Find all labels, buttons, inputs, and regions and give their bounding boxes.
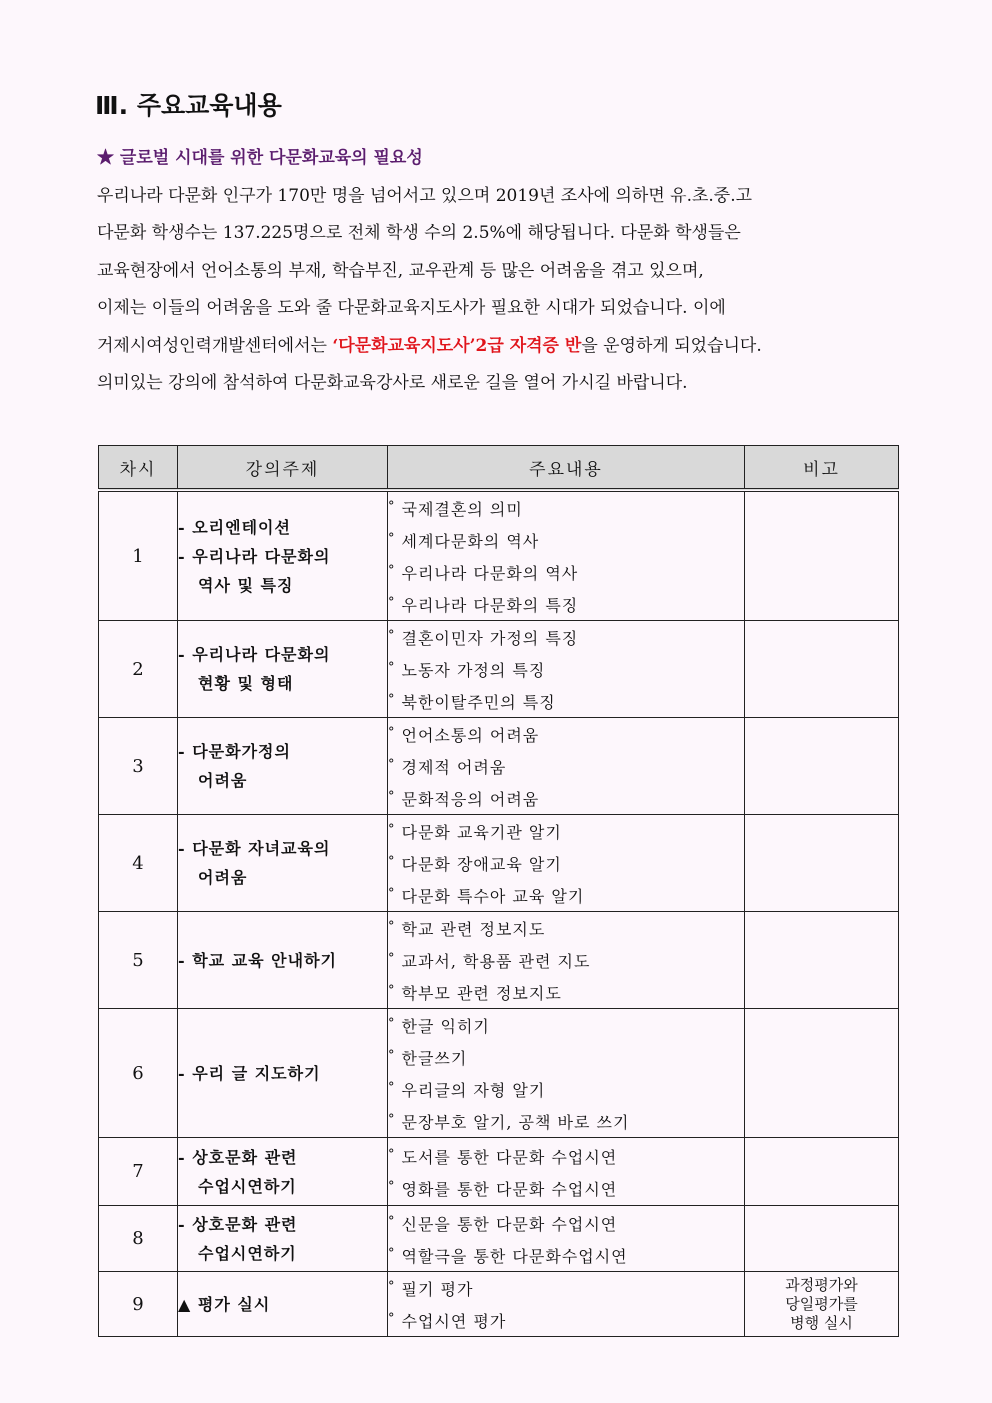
paragraph-line: 교육현장에서 언어소통의 부재, 학습부진, 교우관계 등 많은 어려움을 겪고 있으며, [97, 260, 704, 281]
paragraph-line: 다문화 학생수는 137.225명으로 전체 학생 수의 2.5%에 해당됩니다. 다문화 학생들은 [97, 223, 741, 244]
content-text: 수업시연 평가 [401, 1312, 507, 1331]
paragraph-line: 의미있는 강의에 참석하여 다문화교육강사로 새로운 길을 열어 가시길 바랍니다. [97, 373, 688, 394]
content-item [388, 1140, 744, 1172]
note-cell [745, 912, 899, 1009]
content-text: 교과서, 학용품 관련 지도 [401, 952, 591, 971]
main-content [388, 490, 745, 621]
content-item [388, 815, 744, 847]
bullet-icon: ° [388, 1311, 396, 1326]
session-number: 1 [99, 490, 178, 621]
bullet-icon: ° [388, 1213, 396, 1229]
table-row [99, 1009, 899, 1138]
content-text: 국제결혼의 의미 [401, 500, 523, 519]
topic-line: 수업시연하기 [198, 1243, 297, 1263]
bullet-icon: ° [388, 789, 396, 804]
bullet-icon: ° [388, 499, 396, 514]
bullet-icon: ° [388, 919, 396, 934]
topic-line: 어려움 [198, 868, 248, 887]
session-number: 3 [99, 718, 178, 815]
lecture-topic [178, 912, 388, 1009]
topic-line: - 상호문화 관련 [178, 1214, 298, 1234]
table-row [99, 1206, 899, 1272]
bullet-icon: ° [388, 1080, 396, 1095]
note-cell [745, 718, 899, 815]
note-cell [745, 1138, 899, 1206]
paragraph-line [97, 328, 897, 365]
content-text: 신문을 통한 다문화 수업시연 [401, 1214, 618, 1234]
content-item [388, 492, 744, 524]
table-row [99, 490, 899, 621]
content-item [388, 556, 744, 588]
bullet-icon: ° [388, 595, 396, 610]
topic-line: - 우리나라 다문화의 [178, 546, 331, 566]
main-content [388, 912, 745, 1009]
session-number: 8 [99, 1206, 178, 1272]
topic-line: 역사 및 특징 [198, 575, 294, 595]
content-item [388, 1272, 744, 1304]
content-text: 한글 익히기 [401, 1017, 490, 1036]
note-line: 당일평가를 [785, 1294, 858, 1313]
topic-line: - 우리나라 다문화의 [178, 645, 331, 664]
table-row [99, 912, 899, 1009]
main-content [388, 1206, 745, 1272]
header-session: 차시 [99, 446, 178, 491]
note-cell [745, 1009, 899, 1138]
note-line: 병행 실시 [790, 1313, 853, 1332]
content-text: 경제적 어려움 [401, 758, 507, 777]
bullet-icon: ° [388, 983, 396, 998]
content-item [388, 750, 744, 782]
session-number: 4 [99, 815, 178, 912]
table-header-row [99, 446, 899, 491]
lecture-topic [178, 1272, 388, 1337]
content-text: 영화를 통한 다문화 수업시연 [401, 1179, 618, 1199]
main-content [388, 1009, 745, 1138]
bullet-icon: ° [388, 1112, 396, 1127]
content-item [388, 782, 744, 814]
content-text: 세계다문화의 역사 [401, 532, 540, 551]
session-number: 6 [99, 1009, 178, 1138]
bullet-icon: ° [388, 1146, 396, 1162]
bullet-icon: ° [388, 1048, 396, 1063]
topic-line: ▲ 평가 실시 [178, 1294, 271, 1314]
content-item [388, 1239, 744, 1271]
section-subheading: ★ 글로벌 시대를 위한 다문화교육의 필요성 [97, 148, 423, 168]
content-text: 다문화 장애교육 알기 [401, 855, 562, 874]
table-row [99, 815, 899, 912]
note-cell [745, 1206, 899, 1272]
content-item [388, 1041, 744, 1073]
lecture-topic [178, 1206, 388, 1272]
table-row [99, 718, 899, 815]
bullet-icon: ° [388, 660, 396, 675]
content-text: 역할극을 통한 다문화수업시연 [401, 1246, 628, 1266]
paragraph-line: 이제는 이들의 어려움을 도와 줄 다문화교육지도사가 필요한 시대가 되었습니다. 이에 [97, 298, 726, 319]
bullet-icon: ° [388, 757, 396, 772]
topic-line: - 다문화가정의 [178, 742, 291, 761]
note-cell [745, 815, 899, 912]
bullet-icon: ° [388, 692, 396, 707]
main-content [388, 718, 745, 815]
bullet-icon: ° [388, 628, 396, 643]
header-content: 주요내용 [388, 446, 745, 491]
content-text: 노동자 가정의 특징 [401, 661, 546, 680]
topic-line: 어려움 [198, 771, 248, 790]
paragraph-text: 을 운영하게 되었습니다. [581, 335, 762, 356]
note-cell [745, 490, 899, 621]
session-number: 5 [99, 912, 178, 1009]
content-text: 문장부호 알기, 공책 바로 쓰기 [401, 1113, 630, 1132]
table-row [99, 621, 899, 718]
content-text: 필기 평가 [401, 1280, 474, 1299]
header-topic: 강의주제 [178, 446, 388, 491]
content-item [388, 524, 744, 556]
content-text: 학교 관련 정보지도 [401, 920, 546, 939]
bullet-icon: ° [388, 886, 396, 901]
main-content [388, 1272, 745, 1337]
bullet-icon: ° [388, 1178, 396, 1194]
bullet-icon: ° [388, 854, 396, 869]
content-item [388, 879, 744, 911]
content-item [388, 1304, 744, 1336]
paragraph-line: 우리나라 다문화 인구가 170만 명을 넘어서고 있으며 2019년 조사에 의하면 유.초.중.고 [97, 186, 753, 206]
content-text: 한글쓰기 [401, 1049, 468, 1068]
content-item [388, 718, 744, 750]
bullet-icon: ° [388, 531, 396, 546]
course-highlight: ‘다문화교육지도사’2급 자격증 반 [332, 335, 582, 356]
content-text: 다문화 교육기관 알기 [401, 823, 562, 842]
content-text: 학부모 관련 정보지도 [401, 984, 562, 1003]
intro-paragraph [97, 178, 897, 402]
topic-line: - 다문화 자녀교육의 [178, 839, 331, 858]
content-text: 우리나라 다문화의 특징 [401, 596, 579, 615]
note-cell [745, 1272, 899, 1337]
topic-line: - 우리 글 지도하기 [178, 1063, 321, 1083]
content-item [388, 685, 744, 717]
lecture-topic [178, 815, 388, 912]
content-item [388, 944, 744, 976]
bullet-icon: ° [388, 725, 396, 740]
content-text: 다문화 특수아 교육 알기 [401, 887, 585, 906]
topic-line: 수업시연하기 [198, 1176, 297, 1196]
content-item [388, 621, 744, 653]
topic-line: 현황 및 형태 [198, 674, 294, 693]
content-item [388, 653, 744, 685]
bullet-icon: ° [388, 822, 396, 837]
topic-line: - 오리엔테이션 [178, 517, 291, 537]
content-item [388, 1207, 744, 1239]
session-number: 7 [99, 1138, 178, 1206]
content-item [388, 847, 744, 879]
bullet-icon: ° [388, 951, 396, 966]
content-item [388, 976, 744, 1008]
paragraph-text: 거제시여성인력개발센터에서는 [97, 335, 333, 356]
topic-line: - 상호문화 관련 [178, 1147, 298, 1167]
content-item [388, 1172, 744, 1204]
bullet-icon: ° [388, 1016, 396, 1031]
main-content [388, 621, 745, 718]
content-text: 우리나라 다문화의 역사 [401, 564, 579, 583]
content-item [388, 1105, 744, 1137]
content-item [388, 1073, 744, 1105]
section-heading: Ⅲ. 주요교육내용 [95, 91, 282, 120]
table-row [99, 1272, 899, 1337]
curriculum-table [98, 445, 899, 1337]
content-text: 문화적응의 어려움 [401, 790, 540, 809]
lecture-topic [178, 490, 388, 621]
bullet-icon: ° [388, 1245, 396, 1261]
content-text: 우리글의 자형 알기 [401, 1081, 546, 1100]
content-text: 도서를 통한 다문화 수업시연 [401, 1147, 618, 1167]
session-number: 9 [99, 1272, 178, 1337]
content-item [388, 912, 744, 944]
main-content [388, 815, 745, 912]
lecture-topic [178, 718, 388, 815]
content-text: 언어소통의 어려움 [401, 726, 540, 745]
content-item [388, 1009, 744, 1041]
content-text: 결혼이민자 가정의 특징 [401, 629, 579, 648]
note-line: 과정평가와 [785, 1275, 858, 1294]
table-body [99, 490, 899, 1337]
lecture-topic [178, 621, 388, 718]
bullet-icon: ° [388, 1279, 396, 1294]
content-item [388, 588, 744, 620]
lecture-topic [178, 1138, 388, 1206]
lecture-topic [178, 1009, 388, 1138]
session-number: 2 [99, 621, 178, 718]
content-text: 북한이탈주민의 특징 [401, 693, 556, 712]
topic-line: - 학교 교육 안내하기 [178, 950, 337, 970]
bullet-icon: ° [388, 563, 396, 578]
note-cell [745, 621, 899, 718]
header-note: 비고 [745, 446, 899, 491]
main-content [388, 1138, 745, 1206]
table-row [99, 1138, 899, 1206]
